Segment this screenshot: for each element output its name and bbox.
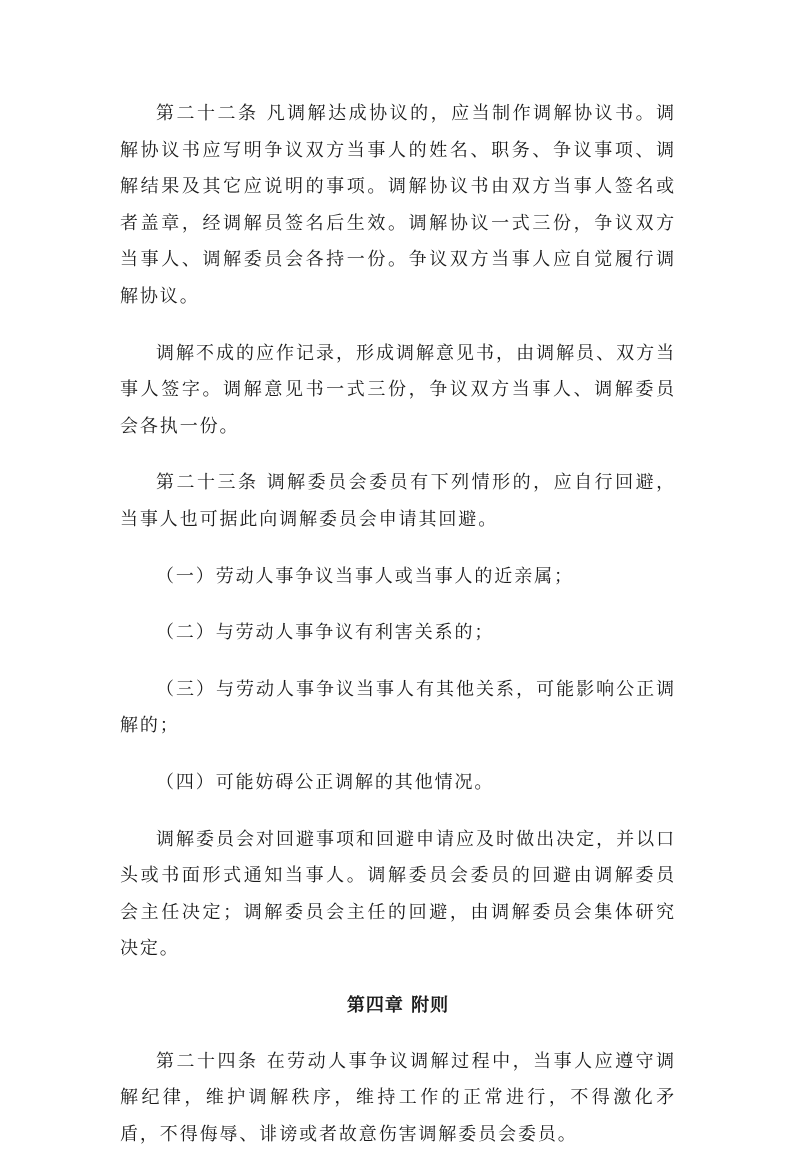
- mediation-failure-paragraph: 调解不成的应作记录，形成调解意见书，由调解员、双方当事人签字。调解意见书一式三份，争议双方当事人、调解委员会各执一份。: [120, 342, 676, 437]
- recusal-item-1: （一）劳动人事争议当事人或当事人的近亲属；: [156, 565, 574, 587]
- article-22-paragraph: 第二十二条 凡调解达成协议的，应当制作调解协议书。调解协议书应写明争议双方当事人的姓名、职务、争议事项、调解结果及其它应说明的事项。调解协议书由双方当事人签名或者盖章，经调解员签名后生效。调解协议一式三份，争议双方当事人、调解委员会各持一份。争议双方当事人应自觉履行调解协议。: [120, 103, 676, 307]
- document-page: [120, 96, 676, 1174]
- chapter-heading: 第四章 附则: [346, 994, 450, 1016]
- article-23-paragraph: 第二十三条 调解委员会委员有下列情形的，应自行回避，当事人也可据此向调解委员会申请其回避。: [120, 472, 676, 530]
- article-24-paragraph: 第二十四条 在劳动人事争议调解过程中，当事人应遵守调解纪律，维护调解秩序，维持工作的正常进行，不得激化矛盾，不得侮辱、诽谤或者故意伤害调解委员会委员。: [120, 1050, 676, 1146]
- recusal-decision-paragraph: 调解委员会对回避事项和回避申请应及时做出决定，并以口头或书面形式通知当事人。调解委员会委员的回避由调解委员会主任决定；调解委员会主任的回避，由调解委员会集体研究决定。: [120, 828, 676, 960]
- recusal-item-4: （四）可能妨碍公正调解的其他情况。: [156, 771, 495, 793]
- recusal-item-2: （二）与劳动人事争议有利害关系的；: [156, 622, 495, 644]
- recusal-item-3: （三）与劳动人事争议当事人有其他关系，可能影响公正调解的；: [120, 678, 676, 737]
